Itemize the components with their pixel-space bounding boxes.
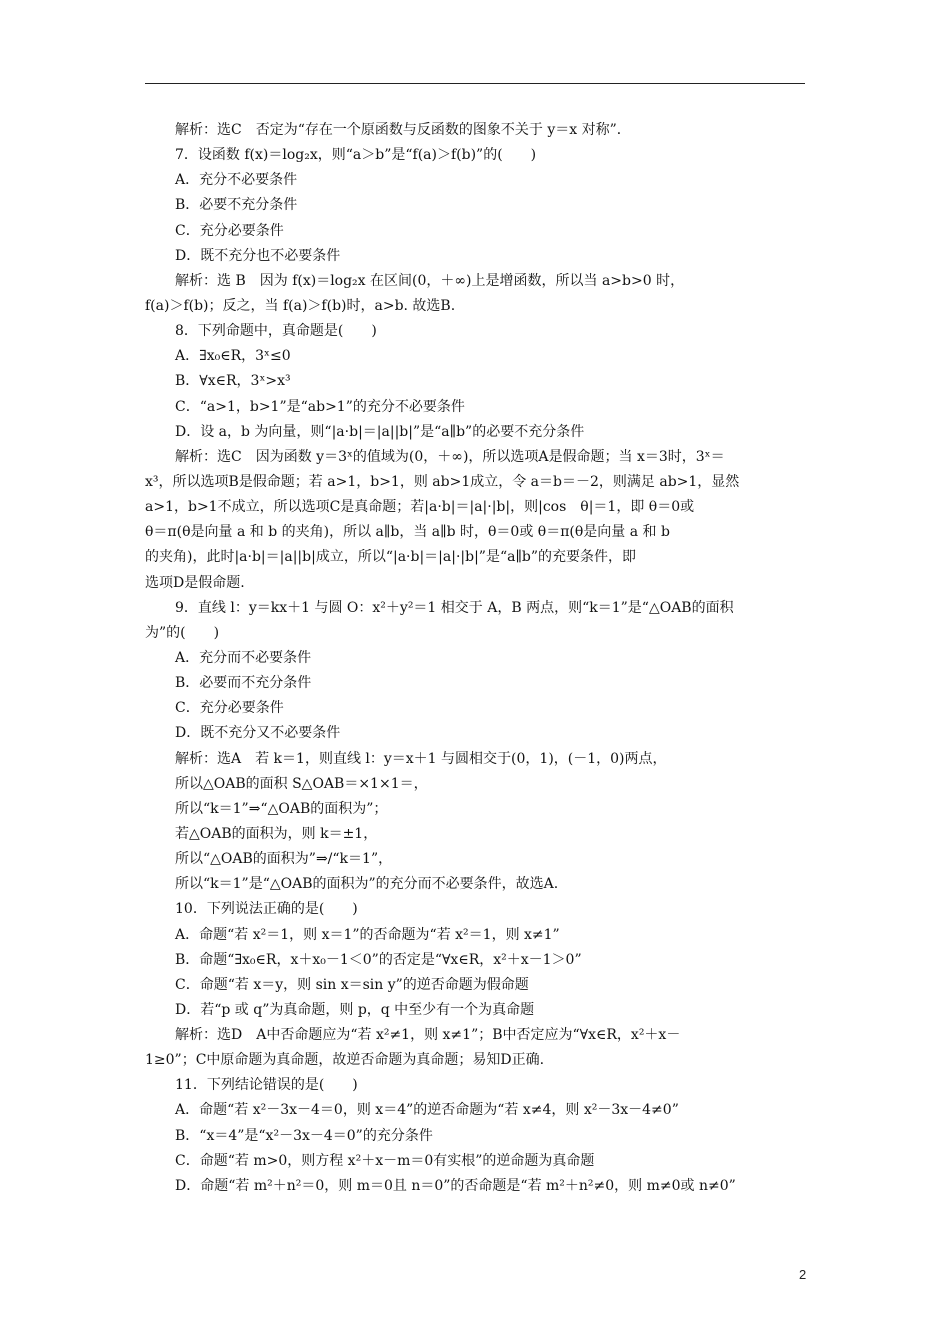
text-line: C．充分必要条件 xyxy=(175,700,284,717)
text-line: D．既不充分也不必要条件 xyxy=(175,247,341,264)
text-line: C．命题“若 x＝y，则 sin x＝sin y”的逆否命题为假命题 xyxy=(175,976,529,993)
text-line: 所以“k＝1”⇒“△OAB的面积为”； xyxy=(175,800,388,817)
text-line: C．充分必要条件 xyxy=(175,222,284,239)
text-line: B．命题“∃x₀∈R，x＋x₀－1＜0”的否定是“∀x∈R，x²＋x－1＞0” xyxy=(175,951,582,968)
page-number: 2 xyxy=(799,1267,807,1282)
text-line: 8．下列命题中，真命题是( ) xyxy=(175,323,377,340)
text-line: D．既不充分又不必要条件 xyxy=(175,725,341,742)
text-line: A．充分而不必要条件 xyxy=(175,649,312,666)
text-line: 若△OAB的面积为，则 k＝±1， xyxy=(175,825,378,842)
text-line: 为”的( ) xyxy=(145,624,220,641)
text-line: C．命题“若 m>0，则方程 x²＋x－m＝0有实根”的逆命题为真命题 xyxy=(175,1152,595,1169)
text-line: f(a)＞f(b)；反之，当 f(a)＞f(b)时，a>b. 故选B. xyxy=(145,297,456,314)
text-line: B．“x＝4”是“x²－3x－4＝0”的充分条件 xyxy=(175,1127,433,1144)
text-line: B．∀x∈R，3ˣ>x³ xyxy=(175,373,291,390)
text-line: 1≥0”；C中原命题为真命题，故逆否命题为真命题；易知D正确. xyxy=(145,1052,545,1069)
text-line: A．∃x₀∈R，3ˣ≤0 xyxy=(175,348,291,365)
header-rule xyxy=(145,83,805,84)
text-line: 所以“△OAB的面积为”⇒/“k＝1”， xyxy=(175,851,393,868)
text-line: 的夹角)，此时|a·b|＝|a||b|成立，所以“|a·b|＝|a|·|b|”是“a∥b”的充要条件，即 xyxy=(145,549,637,566)
text-line: 7．设函数 f(x)＝log₂x，则“a＞b”是“f(a)＞f(b)”的( ) xyxy=(175,147,537,164)
text-line: 选项D是假命题. xyxy=(145,574,245,591)
text-line: x³，所以选项B是假命题；若 a>1，b>1，则 ab>1成立，令 a＝b＝－2，则满足 ab>1，显然 xyxy=(145,473,740,490)
text-line: A．命题“若 x²＝1，则 x＝1”的否命题为“若 x²＝1，则 x≠1” xyxy=(175,926,560,943)
text-line: 所以△OAB的面积 S△OAB＝×1×1＝， xyxy=(175,775,428,792)
text-line: 解析：选A 若 k＝1，则直线 l：y＝x＋1 与圆相交于(0，1)，(－1，0)两点， xyxy=(175,750,667,767)
text-line: D．设 a，b 为向量，则“|a·b|＝|a||b|”是“a∥b”的必要不充分条件 xyxy=(175,423,585,440)
text-line: θ＝π(θ是向量 a 和 b 的夹角)，所以 a∥b，当 a∥b 时，θ＝0或 θ＝π(θ是向量 a 和 b xyxy=(145,524,670,541)
text-line: 10．下列说法正确的是( ) xyxy=(175,901,358,918)
text-line: 解析：选 B 因为 f(x)＝log₂x 在区间(0，＋∞)上是增函数，所以当 a>b>0 时， xyxy=(175,272,685,289)
text-line: 所以“k＝1”是“△OAB的面积为”的充分而不必要条件，故选A. xyxy=(175,876,559,893)
text-line: 解析：选C 因为函数 y＝3ˣ的值域为(0，＋∞)，所以选项A是假命题；当 x＝3时，3ˣ＝ xyxy=(175,448,725,465)
text-line: B．必要而不充分条件 xyxy=(175,675,312,692)
text-line: 解析：选D A中否命题应为“若 x²≠1，则 x≠1”；B中否定应为“∀x∈R，x²＋x－ xyxy=(175,1027,681,1044)
text-line: A．充分不必要条件 xyxy=(175,172,298,189)
document-body xyxy=(145,118,810,1199)
text-line: D．命题“若 m²＋n²＝0，则 m＝0且 n＝0”的否命题是“若 m²＋n²≠0，则 m≠0或 n≠0” xyxy=(175,1177,736,1194)
text-line: B．必要不充分条件 xyxy=(175,197,298,214)
text-line: 9．直线 l：y＝kx＋1 与圆 O：x²＋y²＝1 相交于 A，B 两点，则“k＝1”是“△OAB的面积 xyxy=(175,599,734,616)
text-line: 11．下列结论错误的是( ) xyxy=(175,1077,358,1094)
text-line: 解析：选C 否定为“存在一个原函数与反函数的图象不关于 y＝x 对称”． xyxy=(175,122,631,138)
text-line: a>1，b>1不成立，所以选项C是真命题；若|a·b|＝|a|·|b|，则|cos θ|＝1，即 θ＝0或 xyxy=(145,499,695,516)
text-line: D．若“p 或 q”为真命题，则 p，q 中至少有一个为真命题 xyxy=(175,1001,535,1018)
text-line: A．命题“若 x²－3x－4＝0，则 x＝4”的逆否命题为“若 x≠4，则 x²－3x－4≠0” xyxy=(175,1102,679,1119)
text-line: C．“a>1，b>1”是“ab>1”的充分不必要条件 xyxy=(175,398,465,415)
